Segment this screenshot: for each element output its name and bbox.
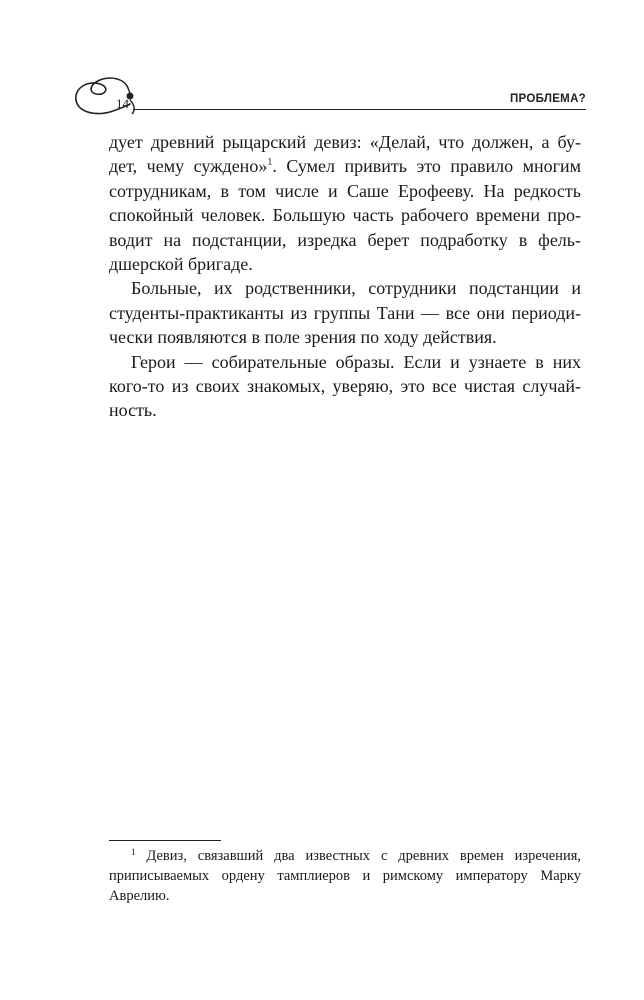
- footnote-line: приписываемых ордену тамплиеров и римскому императору Марку: [109, 868, 581, 884]
- page-number: 14: [116, 96, 129, 111]
- footnotes: [109, 846, 581, 906]
- page-header: [70, 70, 586, 120]
- text-line: Герои — собирательные образы. Если и узнаете в них: [131, 351, 581, 372]
- text-line: чески появляются в поле зрения по ходу действия.: [109, 327, 497, 348]
- footnote-line: Аврелию.: [109, 888, 170, 904]
- text-line: дшерской бригаде.: [109, 254, 253, 275]
- text-span: . Сумел привить это правило многим: [272, 156, 581, 177]
- footnote-ref: 1: [267, 157, 273, 169]
- footnote-line: [109, 846, 581, 866]
- text-line: [109, 154, 581, 178]
- text-line: спокойный человек. Большую часть рабочего времени про-: [109, 205, 581, 226]
- header-rule: [133, 109, 586, 110]
- running-title: ПРОБЛЕМА?: [509, 93, 586, 105]
- text-line: кого-то из своих знакомых, уверяю, это все чистая случай-: [109, 376, 581, 397]
- text-line: ность.: [109, 400, 157, 421]
- text-line: дует древний рыцарский девиз: «Делай, что должен, а бу-: [109, 132, 581, 152]
- main-text: [109, 130, 581, 423]
- stethoscope-icon: [70, 70, 150, 120]
- footnote-mark: 1: [131, 847, 136, 857]
- footnote-text: Девиз, связавший два известных с древних времен изречения,: [146, 848, 581, 864]
- text-line: Больные, их родственники, сотрудники подстанции и: [131, 278, 581, 299]
- text-line: водит на подстанции, изредка берет подработку в фель-: [109, 229, 581, 250]
- text-span: дет, чему суждено»: [109, 156, 268, 177]
- text-line: студенты-практиканты из группы Тани — все они периоди-: [109, 302, 581, 323]
- text-line: сотрудникам, в том числе и Саше Ерофееву. На редкость: [109, 180, 581, 201]
- footnote-rule: [109, 840, 221, 841]
